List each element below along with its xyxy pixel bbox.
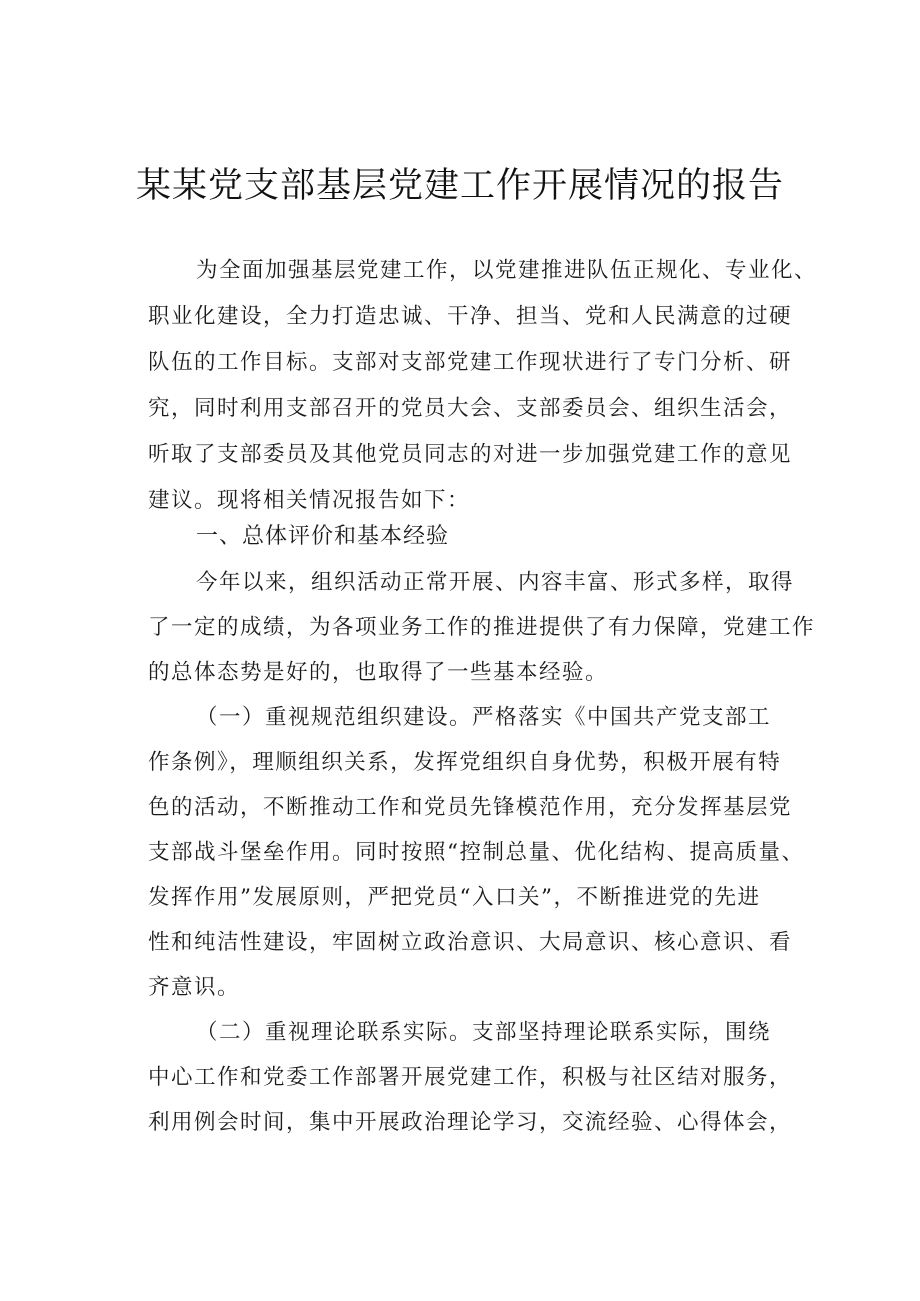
section-heading-1: 一、总体评价和基本经验 [196, 524, 450, 549]
item1-line-1: （一）重视规范组织建设。严格落实《中国共产党支部工 [196, 705, 772, 730]
section1-line-2: 了一定的成绩，为各项业务工作的推进提供了有力保障，党建工作 [148, 615, 816, 640]
item1-line-6: 性和纯洁性建设，牢固树立政治意识、大局意识、核心意识、看 [148, 930, 793, 955]
intro-line-6: 建议。现将相关情况报告如下： [148, 488, 471, 513]
item2-line-1: （二）重视理论联系实际。支部坚持理论联系实际，围绕 [196, 1020, 772, 1045]
item1-line-2: 作条例》，理顺组织关系，发挥党组织自身优势，积极开展有特 [148, 750, 782, 775]
intro-line-2: 职业化建设，全力打造忠诚、干净、担当、党和人民满意的过硬 [148, 304, 793, 329]
page-title: 某某党支部基层党建工作开展情况的报告 [135, 166, 784, 206]
item2-line-2: 中心工作和党委工作部署开展党建工作，积极与社区结对服务， [148, 1065, 793, 1090]
item2-line-3: 利用例会时间，集中开展政治理论学习，交流经验、心得体会， [148, 1110, 793, 1135]
intro-line-1: 为全面加强基层党建工作，以党建推进队伍正规化、专业化、 [196, 258, 818, 283]
item1-line-3: 色的活动，不断推动工作和党员先锋模范作用，充分发挥基层党 [148, 795, 793, 820]
section1-line-3: 的总体态势是好的，也取得了一些基本经验。 [148, 660, 609, 685]
intro-line-4: 究，同时利用支部召开的党员大会、支部委员会、组织生活会， [148, 396, 793, 421]
intro-line-3: 队伍的工作目标。支部对支部党建工作现状进行了专门分析、研 [148, 350, 793, 375]
item1-line-5: 发挥作用”发展原则，严把党员“入口关”，不断推进党的先进 [148, 885, 761, 910]
section1-line-1: 今年以来，组织活动正常开展、内容丰富、形式多样，取得 [196, 570, 795, 595]
item1-line-7: 齐意识。 [148, 975, 241, 1000]
intro-line-5: 听取了支部委员及其他党员同志的对进一步加强党建工作的意见 [148, 442, 793, 467]
item1-line-4: 支部战斗堡垒作用。同时按照“控制总量、优化结构、提高质量、 [148, 840, 805, 865]
